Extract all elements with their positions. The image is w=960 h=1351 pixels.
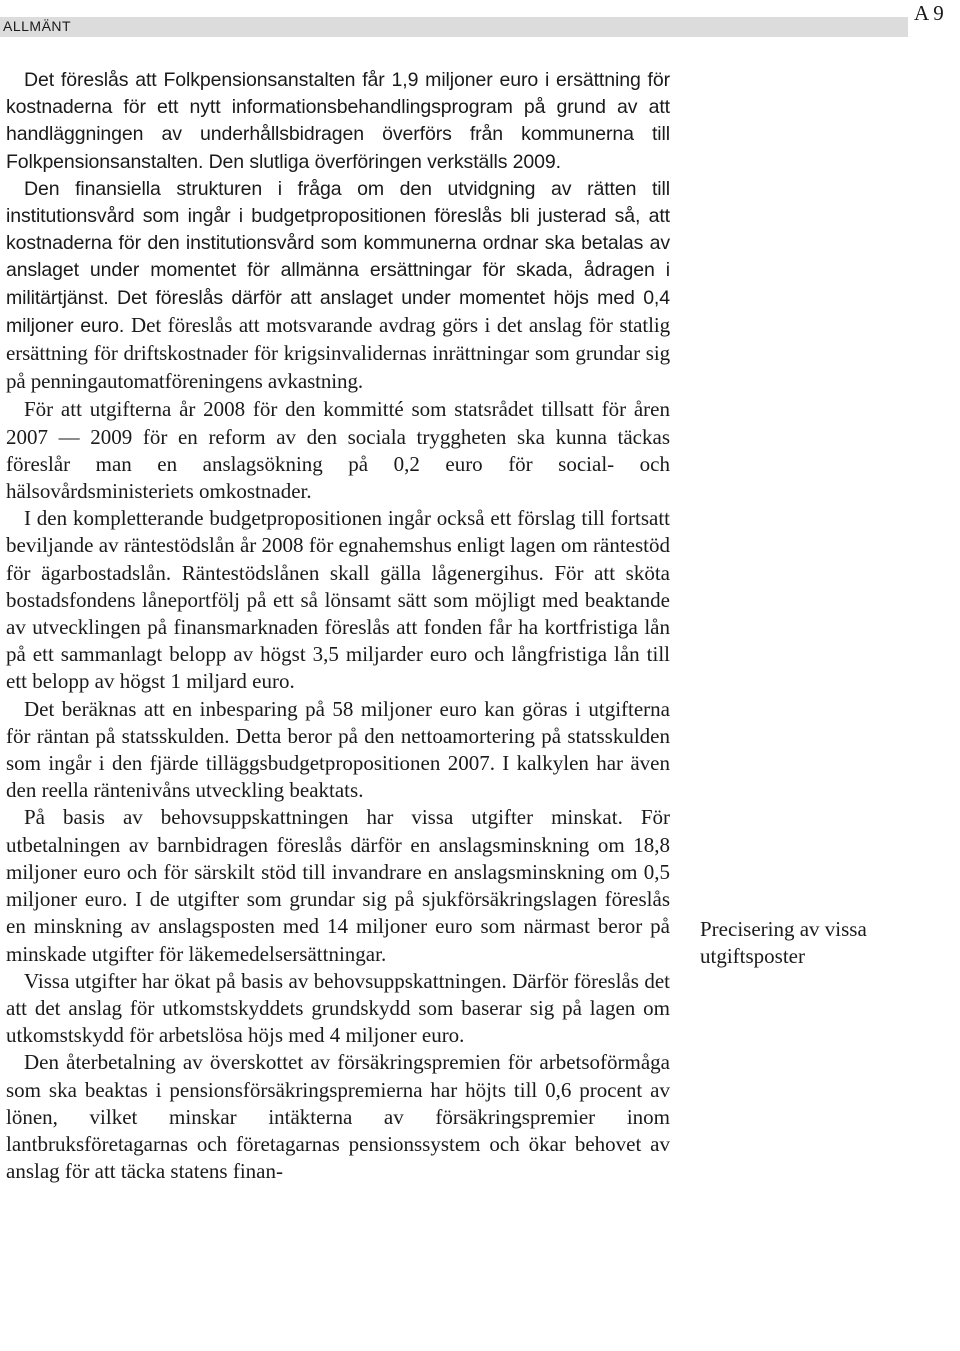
paragraph: På basis av behovsuppskattningen har vissa utgifter minskat. För utbetalningen av barnbidragen föreslås därför en anslagsminskning om 18,8 miljoner euro och för särskilt stöd till invandrare en anslagsminskning om 0,5 miljoner euro. I de utgifter som grundar sig på sjukförsäkringslagen föreslås en minskning av anslagsposten med 14 miljoner euro som närmast beror på minskade utgifter för läkemedelsersättningar. — [6, 805, 670, 966]
paragraph: I den kompletterande budgetpropositionen ingår också ett förslag till fortsatt beviljande av räntestödslån år 2008 för egnahemshus enligt lagen om räntestöd för ägarbostadslån. Räntestödslånen skall gälla lågenergihus. För att sköta bostadsfondens låneportfölj på ett så lönsamt sätt som möjligt med beaktande av utvecklingen på finansmarknaden föreslås att fonden får ha kortfristiga lån på ett sammanlagt belopp av högst 3,5 miljarder euro och långfristiga lån till ett belopp av högst 1 miljard euro. — [6, 506, 670, 694]
paragraph: Det föreslås att Folkpensionsanstalten får 1,9 miljoner euro i ersättning för kostnaderna för ett nytt informationsbehandlingsprogram på grund av att handläggningen av underhållsbidragen överförs från kommunerna till Folkpensionsanstalten. Den slutliga överföringen verkställs 2009. — [6, 69, 670, 173]
running-header-bar — [0, 17, 908, 37]
page-number: A 9 — [914, 1, 944, 25]
paragraph-text: Den finansiella strukturen i fråga om den utvidgning av rätten till institutionsvård som ingår i budgetpropositionen föreslås bli justerad så, att kostnaderna för den institutionsvård som kommunerna ordnar ska betalas av anslaget under momentet för allmänna ersättningar för skada, ådragen i militärtjänst. Det föreslås därför att anslaget under momentet höjs med 0,4 miljoner euro. — [6, 177, 670, 337]
paragraph — [6, 176, 670, 397]
paragraph-text: Det föreslås att motsvarande avdrag görs i det anslag för statlig ersättning för driftskostnader för krigsinvalidernas inrättningar som grundar sig på penningautomatföreningens avkastning. — [6, 312, 671, 394]
paragraph: För att utgifterna år 2008 för den kommitté som statsrådet tillsatt för åren 2007 — 2009 för en reform av den sociala tryggheten ska kunna täckas föreslår man en anslagsökning på 0,2 euro för social- och hälsovårdsministeriets omkostnader. — [6, 397, 670, 504]
paragraph: Den återbetalning av överskottet av försäkringspremien för arbetsoförmåga som ska beaktas i pensionsförsäkringspremierna har höjts till 0,6 procent av lönen, vilket minskar intäkterna av försäkringspremier inom lantbruksföretagarnas och företagarnas pensionssystem och ökar behovet av anslag för att täcka statens finan- — [6, 1050, 670, 1184]
paragraph: Det beräknas att en inbesparing på 58 miljoner euro kan göras i utgifterna för räntan på statsskulden. Detta beror på den nettoamortering på statsskulden som ingår i den fjärde tilläggsbudgetpropositionen 2007. I kalkylen har även den reella räntenivåns utveckling beaktats. — [6, 696, 670, 803]
margin-heading: Precisering av vissa utgiftsposter — [700, 917, 867, 968]
paragraph: Vissa utgifter har ökat på basis av behovsuppskattningen. Därför föreslås det att det anslag för utkomstskyddets grundskydd som baserar sig på lagen om utkomstskydd för arbetslösa höjs med 4 miljoner euro. — [6, 968, 670, 1048]
body-text — [6, 67, 670, 1185]
section-label: ALLMÄNT — [3, 18, 72, 34]
